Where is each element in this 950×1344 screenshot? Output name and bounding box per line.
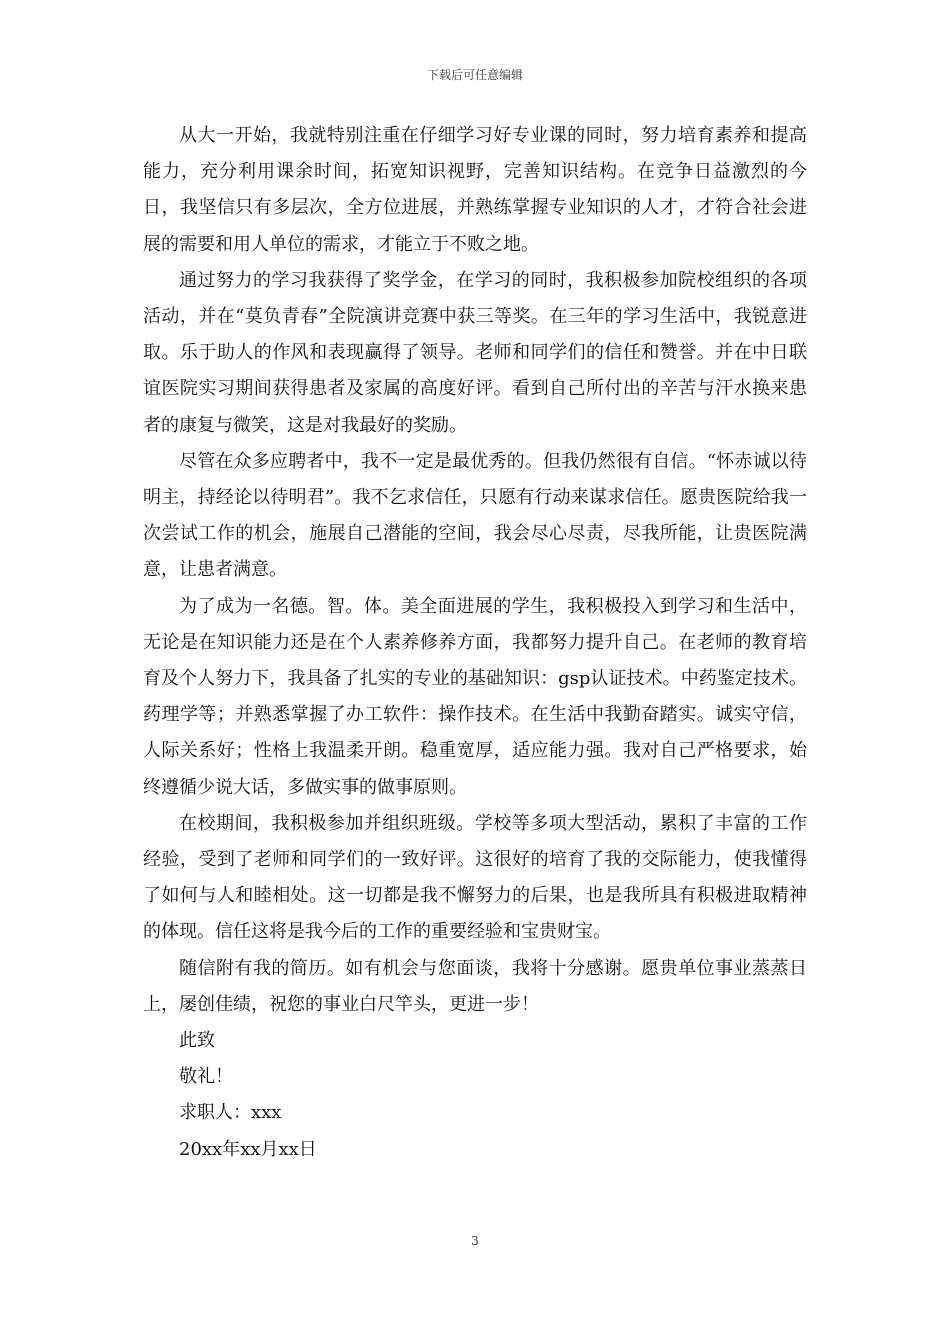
paragraph-3: 尽管在众多应聘者中，我不一定是最优秀的。但我仍然很有自信。“怀赤诚以待明主，持经论以待明君”。我不乞求信任，只愿有行动来谋求信任。愿贵医院给我一次尝试工作的机会，施展自己潜能的空间，我会尽心尽责，尽我所能，让贵医院满意，让患者满意。	[143, 450, 807, 581]
paragraph-6: 随信附有我的简历。如有机会与您面谈，我将十分感谢。愿贵单位事业蒸蒸日上，屡创佳绩，祝您的事业白尺竿头，更进一步！	[143, 957, 807, 1015]
page-number: 3	[471, 1234, 479, 1248]
paragraph-2: 通过努力的学习我获得了奖学金，在学习的同时，我积极参加院校组织的各项活动，并在“莫负青春”全院演讲竞赛中获三等奖。在三年的学习生活中，我锐意进取。乐于助人的作风和表现赢得了领导。老师和同学们的信任和赞誉。并在中日联谊医院实习期间获得患者及家属的高度好评。看到自己所付出的辛苦与汗水换来患者的康复与微笑，这是对我最好的奖励。	[143, 269, 807, 436]
closing-salutation: 此致	[179, 1030, 215, 1052]
closing-regards: 敬礼！	[179, 1066, 233, 1088]
page-header-note: 下载后可任意编辑	[426, 68, 523, 82]
letter-body	[143, 118, 807, 1168]
applicant-signature: 求职人：xxx	[179, 1102, 282, 1124]
paragraph-1: 从大一开始，我就特别注重在仔细学习好专业课的同时，努力培育素养和提高能力，充分利用课余时间，拓宽知识视野，完善知识结构。在竞争日益激烈的今日，我坚信只有多层次，全方位进展，并熟练掌握专业知识的人才，才符合社会进展的需要和用人单位的需求，才能立于不败之地。	[143, 125, 807, 255]
letter-date: 20xx年xx月xx日	[179, 1138, 317, 1160]
paragraph-5: 在校期间，我积极参加并组织班级。学校等多项大型活动，累积了丰富的工作经验，受到了老师和同学们的一致好评。这很好的培育了我的交际能力，使我懂得了如何与人和睦相处。这一切都是我不懈努力的后果，也是我所具有积极进取精神的体现。信任这将是我今后的工作的重要经验和宝贵财宝。	[143, 812, 807, 943]
paragraph-4: 为了成为一名德。智。体。美全面进展的学生，我积极投入到学习和生活中，无论是在知识能力还是在个人素养修养方面，我都努力提升自己。在老师的教育培育及个人努力下，我具备了扎实的专业的基础知识：gsp认证技术。中药鉴定技术。药理学等；并熟悉掌握了办工软件：操作技术。在生活中我勤奋踏实。诚实守信，人际关系好；性格上我温柔开朗。稳重宽厚，适应能力强。我对自己严格要求，始终遵循少说大话，多做实事的做事原则。	[143, 595, 807, 798]
